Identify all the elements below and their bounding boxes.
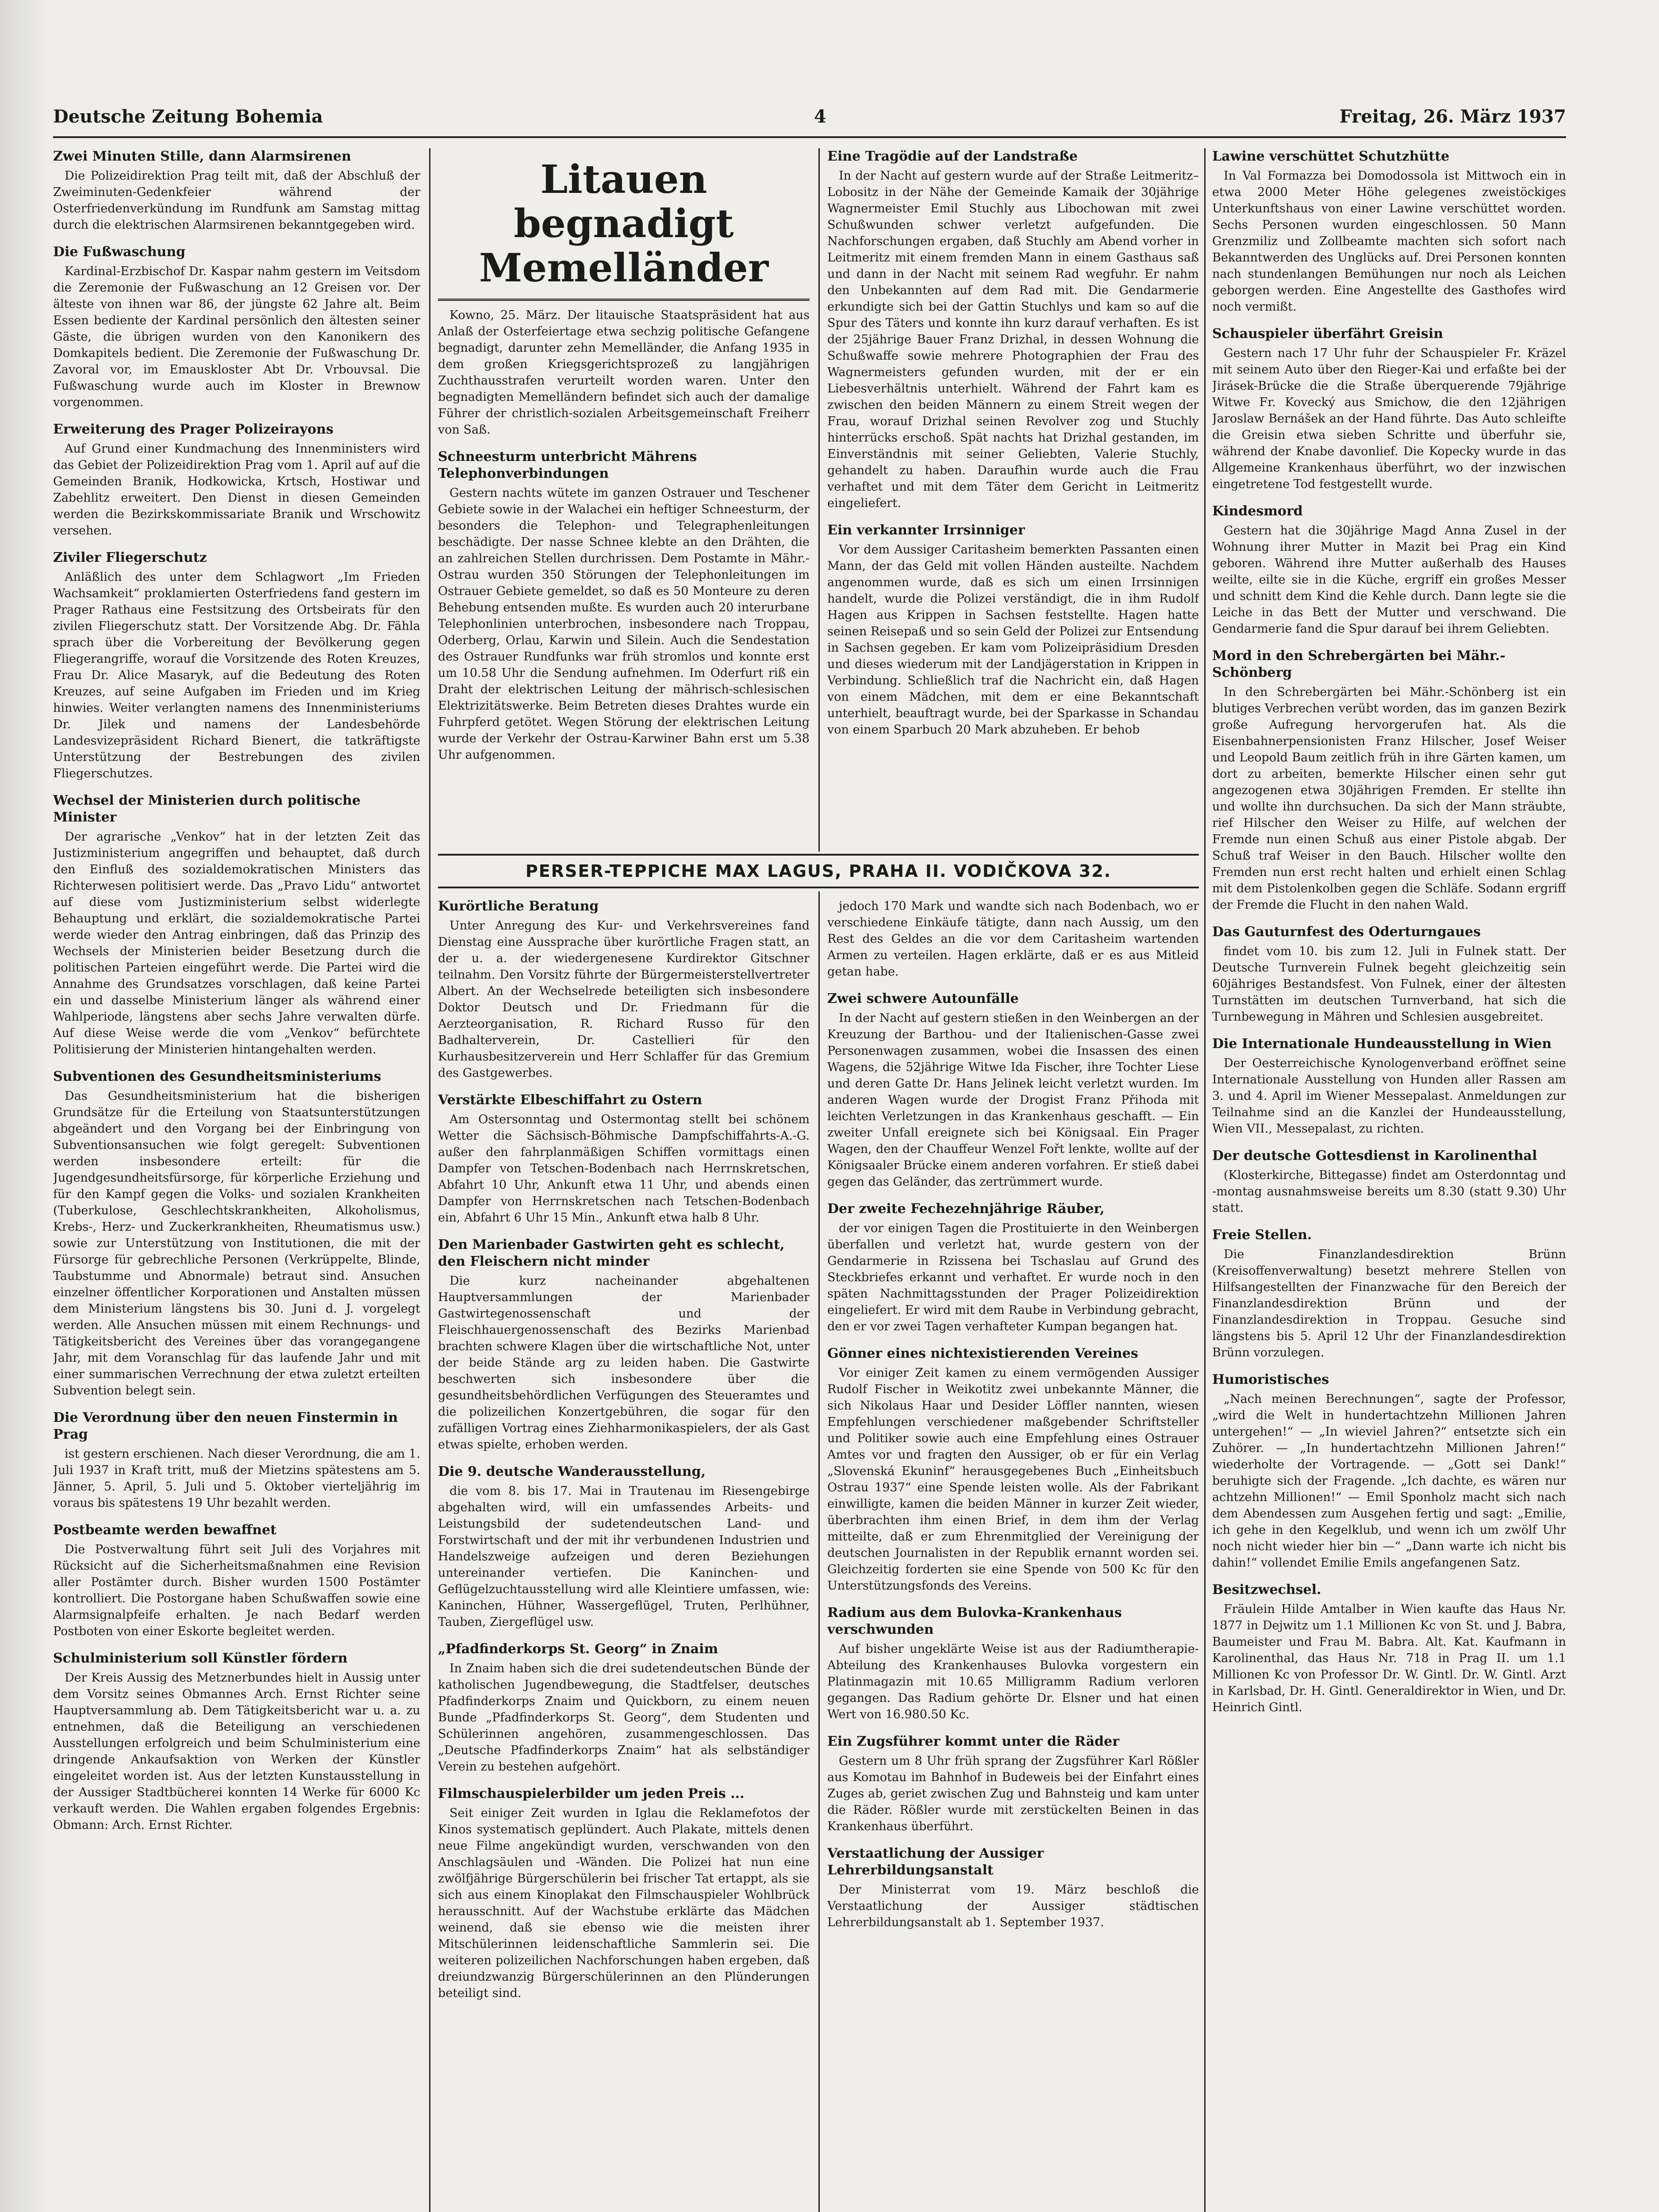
article-body: Der Kreis Aussig des Metznerbundes hielt in Aussig unter dem Vorsitz seines Obmannes Arch. Ernst Richter seine Hauptversammlung ab. Dem Tätigkeitsbericht war u. a. zu entnehmen, daß die Beteiligung an verschiedenen Ausstellungen erfolgreich und beim Schulministerium eine dringende Ankaufsaktion von Werken der Künstler eingeleitet worden ist. Aus der letzten Kunstausstellung in der Aussiger Stadtbücherei konnten 14 Werke für 6000 Kc verkauft werden. Die Wahlen ergaben folgendes Ergebnis: Obmann: Arch. Ernst Richter. bbox=[53, 1671, 420, 1832]
article-headline: Gönner eines nichtexistierenden Vereines bbox=[827, 1346, 1138, 1361]
lead-headline-line-2: Memelländer bbox=[479, 245, 769, 291]
article-body: Der agrarische „Venkov“ hat in der letzten Zeit das Justizministerium angegriffen und behauptet, daß durch den Einfluß des sozialdemokratischen Ministers das Richterwesen politisiert werde. Das „Pravo Lidu“ antwortet auf diese vom Justizministerium selbst widerlegte Behauptung und erklärt, die sozialdemokratische Partei werde wieder den Antrag einbringen, daß das Prinzip des Wechsels der Ministerien beider Besetzung durch die politischen Parteien eingeführt werde. Die Partei wird die Annahme des Grundsatzes vorschlagen, daß keine Partei ein und dasselbe Ministerium länger als während einer Wahlperiode, längstens aber sechs Jahre verwalten dürfe. Auf diese Weise werde die vom „Venkov“ befürchtete Politisierung der Ministerien hintangehalten werden. bbox=[53, 830, 420, 1056]
article-body: Gestern um 8 Uhr früh sprang der Zugsführer Karl Rößler aus Komotau im Bahnhof in Budeweis bei der Einfahrt eines Zuges ab, geriet zwischen Zug und Bahnsteig und kam unter die Räder. Rößler wurde mit zerstückelten Beinen in das Krankenhaus überführt. bbox=[827, 1754, 1199, 1833]
carpet-advertisement: PERSER-TEPPICHE MAX LAGUS, PRAHA II. VODIČKOVA 32. bbox=[438, 854, 1199, 888]
article bbox=[827, 1345, 1199, 1594]
article bbox=[827, 1201, 1199, 1335]
article bbox=[53, 421, 420, 539]
article-body: In den Schrebergärten bei Mähr.-Schönberg ist ein blutiges Verbrechen verübt worden, das im ganzen Bezirk große Aufregung hervorgerufen hat. Als die Eisenbahnerpensionisten Franz Hilscher, Josef Weiser und Leopold Baum zeitlich früh in ihre Gärten kamen, um dort zu arbeiten, bemerkte Hilscher einen sehr gut angezogenen etwa 30jährigen Fremden. Er stellte ihn und wollte ihn durchsuchen. Da sich der Mann sträubte, rief Hilscher den Weiser zu Hilfe, auf welchen der Fremde nun einen Schuß aus einer Pistole abgab. Der Schuß traf Weiser in den Bauch. Hilscher wollte den Fremden nun erst recht halten und erhielt einen Schlag mit dem Pistolenkolben gegen die Schläfe. Sodann ergriff der Fremde die Flucht in den nahen Wald. bbox=[1212, 685, 1566, 912]
article bbox=[827, 1845, 1199, 1931]
column-2-top bbox=[438, 148, 810, 847]
article-body: Auf bisher ungeklärte Weise ist aus der Radiumtherapie-Abteilung des Krankenhauses Bulovka vorgestern ein Platinmagazin mit 10.65 Milligramm Radium verloren gegangen. Das Radium gehörte Dr. Elsner und hat einen Wert von 16.980.50 Kc. bbox=[827, 1642, 1199, 1721]
article-headline: Radium aus dem Bulovka-Krankenhaus verschwunden bbox=[827, 1605, 1122, 1637]
lead-headline bbox=[438, 148, 810, 301]
article-headline: Schneesturm unterbricht Mährens Telephonverbindungen bbox=[438, 449, 697, 481]
article bbox=[53, 1068, 420, 1399]
article-body: findet vom 10. bis zum 12. Juli in Fulnek statt. Der Deutsche Turnverein Fulnek begeht gleichzeitig sein 60jähriges Bestandsfest. Von Fulnek, einer der ältesten Turnstätten im deutschen Turnverband, hat sich die Turnbewegung in Mähren und Schlesien ausgebreitet. bbox=[1212, 945, 1566, 1024]
column-3-bottom bbox=[827, 898, 1199, 2212]
article-headline: Besitzwechsel. bbox=[1212, 1582, 1321, 1598]
article bbox=[1212, 503, 1566, 637]
article bbox=[438, 1463, 810, 1630]
article-headline: Kurörtliche Beratung bbox=[438, 899, 599, 914]
article bbox=[53, 244, 420, 411]
article bbox=[1212, 1148, 1566, 1216]
column-3-top bbox=[827, 148, 1199, 847]
article bbox=[438, 1237, 810, 1453]
article-body: ist gestern erschienen. Nach dieser Verordnung, die am 1. Juli 1937 in Kraft tritt, muß der Mietzins spätestens am 5. Jänner, 5. April, 5. Juli und 5. Oktober vierteljährig im voraus bis spätestens 19 Uhr bezahlt werden. bbox=[53, 1447, 420, 1510]
article bbox=[53, 148, 420, 233]
article bbox=[827, 1605, 1199, 1723]
article bbox=[1212, 1036, 1566, 1137]
article-body: In der Nacht auf gestern wurde auf der Straße Leitmeritz–Lobositz in der Nähe der Gemeinde Kamaik der 30jährige Wagnermeister Emil Stuchly aus Libochowan mit zwei Schußwunden schwer verletzt aufgefunden. Die Nachforschungen ergaben, daß Stuchly am Abend vorher in Leitmeritz mit einem fremden Mann in einem Gasthaus saß und dann in der Nacht mit seinem Rad wegfuhr. Er nahm den Unbekannten auf dem Rad mit. Die Gendarmerie erkundigte sich bei der Gattin Stuchlys und kam so auf die Spur des Täters und konnte ihn kurz darauf verhaften. Es ist der 25jährige Bauer Franz Drizhal, in dessen Wohnung die Schußwaffe sowie mehrere Photographien der Frau des Wagnermeisters gefunden wurden, mit der er ein Liebesverhältnis unterhielt. Während der Fahrt kam es zwischen den beiden Männern zu einem Streit wegen der Frau, worauf Drizhal seinen Revolver zog und Stuchly hinterrücks erschoß. Spät nachts hat Drizhal gestanden, im Einverständnis mit seiner Geliebten, Valerie Stuchly, gehandelt zu haben. Daraufhin wurde auch die Frau verhaftet und mit dem Täter dem Gericht in Leitmeritz eingeliefert. bbox=[827, 169, 1199, 510]
article-headline: Schulministerium soll Künstler fördern bbox=[53, 1651, 348, 1666]
article-headline: Erweiterung des Prager Polizeirayons bbox=[53, 422, 334, 437]
article-headline: Verstaatlichung der Aussiger Lehrerbildungsanstalt bbox=[827, 1846, 1044, 1878]
article-headline: Die Internationale Hundeausstellung in Wien bbox=[1212, 1036, 1552, 1052]
article-body: Die Finanzlandesdirektion Brünn (Kreisoffenverwaltung) besetzt mehrere Stellen von Hilfsangestellten der Finanzwache für den Bereich der Finanzlandesdirektion Brünn und der Finanzlandesdirektion in Troppau. Gesuche sind längstens bis 5. April 12 Uhr der Finanzlandesdirektion Brünn vorzulegen. bbox=[1212, 1248, 1566, 1359]
article-body: In Znaim haben sich die drei sudetendeutschen Bünde der katholischen Jugendbewegung, die Stadtfelser, deutsches Pfadfinderkorps Znaim und Quickborn, zu einem neuen Bunde „Pfadfinderkorps St. Georg“, dem Studenten und Schülerinnen angehören, zusammengeschlossen. Das „Deutsche Pfadfinderkorps Znaim“ hat als selbständiger Verein zu bestehen aufgehört. bbox=[438, 1662, 810, 1774]
article bbox=[827, 1733, 1199, 1835]
article bbox=[53, 1409, 420, 1511]
article bbox=[827, 991, 1199, 1190]
article bbox=[1212, 148, 1566, 315]
article bbox=[438, 1092, 810, 1226]
article bbox=[827, 522, 1199, 738]
article-body: Die Polizeidirektion Prag teilt mit, daß der Abschluß der Zweiminuten-Gedenkfeier während der Osterfriedenverkündung im Rundfunk am Samstag mittag durch die elektrischen Alarmsirenen bekanntgegeben wird. bbox=[53, 169, 420, 232]
article bbox=[827, 148, 1199, 511]
article-body: Vor einiger Zeit kamen zu einem vermögenden Aussiger Rudolf Fischer in Weikotitz zwei unbekannte Männer, die sich Nikolaus Haar und Desider Löffler nannten, wiesen Empfehlungen verschiedener maßgebender Schriftsteller und Politiker sowie auch eine Empfehlung eines Ostrauer Amtes vor und fragten den Aussiger, ob er für ein Verlag „Slovenská Ekuninf“ herausgegebenes Buch „Einheitsbuch Ostrau 1937“ eine Spende leisten wolle. Als der Fabrikant einwilligte, kamen die beiden Männer in kurzer Zeit wieder, überbrachten ihm einen Brief, in dem ihm der Verlag mitteilte, daß er zum Ehrenmitglied der Vereinigung der deutschen Journalisten in der Republik ernannt worden sei. Gleichzeitig forderten sie eine Spende von 500 Kc für den Unterstützungsfonds des Vereins. bbox=[827, 1366, 1199, 1593]
article-body: Vor dem Aussiger Caritasheim bemerkten Passanten einen Mann, der das Geld mit vollen Händen austeilte. Nachdem angenommen wurde, daß es sich um einen Irrsinnigen handelt, wurde die Polizei verständigt, die in ihm Rudolf Hagen aus Krippen in Sachsen feststellte. Hagen hatte seinen Reisepaß und so sein Geld der Polizei zur Entsendung in Sachsen gegeben. Er kam vom Polizeipräsidium Dresden und dieses wiederum mit der Landjägerstation in Krippen in Verbindung. Schließlich traf die Nachricht ein, daß Hagen von einem Mädchen, mit dem er eine Bekanntschaft unterhielt, beauftragt wurde, bei der Sparkasse in Schandau von einem Sparbuch 20 Mark abzuheben. Er behob bbox=[827, 543, 1199, 737]
article-headline: Lawine verschüttet Schutzhütte bbox=[1212, 149, 1450, 164]
article-headline: Den Marienbader Gastwirten geht es schlecht, den Fleischern nicht minder bbox=[438, 1237, 785, 1269]
article bbox=[827, 898, 1199, 980]
article bbox=[438, 898, 810, 1081]
article-headline: Humoristisches bbox=[1212, 1372, 1329, 1387]
article-body: Gestern nachts wütete im ganzen Ostrauer und Teschener Gebiete sowie in der Walachei ein heftiger Schneesturm, der besonders die Telephon- und Telegraphenleitungen beschädigte. Der nasse Schnee klebte an den Drähten, die an zahlreichen Stellen durchrissen. Dem Postamte in Mähr.-Ostrau wurden 350 Störungen der Telephonleitungen im Ostrauer Gebiete gemeldet, so daß es 50 Monteure zu deren Behebung entsenden mußte. Es wurden auch 20 interurbane Telephonlinien unterbrochen, insbesondere nach Troppau, Oderberg, Orlau, Karwin und Silein. Auch die Sendestation des Ostrauer Rundfunks war früh stromlos und konnte erst um 10.58 Uhr die Sendung aufnehmen. Im Oderfurt riß ein Draht der elektrischen Leitung der mährisch-schlesischen Elektrizitätswerke. Beim Betreten dieses Drahtes wurde ein Fuhrpferd getötet. Wegen Störung der elektrischen Leitung wurde der Verkehr der Ostrau-Karwiner Bahn erst um 5.38 Uhr aufgenommen. bbox=[438, 486, 810, 762]
article-headline: Postbeamte werden bewaffnet bbox=[53, 1522, 276, 1538]
page-number: 4 bbox=[814, 106, 826, 127]
article-body: Die kurz nacheinander abgehaltenen Hauptversammlungen der Marienbader Gastwirtegenossenschaft und der Fleischhauergenossenschaft des Bezirks Marienbad brachten schwere Klagen über die wirtschaftliche Not, unter der beide Stände arg zu leiden haben. Die Gastwirte beschwerten sich insbesondere über die gesundheitsbehördlichen Verfügungen des Steueramtes und die polizeilichen Konzertgebühren, die sogar für den zufälligen Vortrag eines Ziehharmonikaspielers, der als Gast etwas spielte, erhoben werden. bbox=[438, 1274, 810, 1452]
article-headline: Die Verordnung über den neuen Finstermin in Prag bbox=[53, 1410, 398, 1442]
article-headline: Zwei schwere Autounfälle bbox=[827, 991, 1019, 1006]
article bbox=[438, 1786, 810, 2001]
article-headline: Schauspieler überfährt Greisin bbox=[1212, 326, 1444, 342]
article-body: (Klosterkirche, Bittegasse) findet am Osterdonntag und -montag ausnahmsweise bereits um 8.30 (statt 9.30) Uhr statt. bbox=[1212, 1168, 1566, 1215]
article bbox=[1212, 1371, 1566, 1571]
article-headline: Filmschauspielerbilder um jeden Preis ... bbox=[438, 1786, 745, 1801]
article-headline: Ein verkannter Irrsinniger bbox=[827, 522, 1025, 538]
column-1 bbox=[53, 148, 420, 2212]
article-headline: Freie Stellen. bbox=[1212, 1227, 1312, 1243]
article-body: jedoch 170 Mark und wandte sich nach Bodenbach, wo er verschiedene Einkäufe tätigte, dann nach Aussig, um den Rest des Geldes an die vor dem Caritasheim wartenden Armen zu verteilen. Hagen erklärte, daß er es aus Mitleid getan habe. bbox=[827, 899, 1199, 979]
article-headline: Die Fußwaschung bbox=[53, 244, 186, 260]
article bbox=[53, 1522, 420, 1640]
page-header bbox=[53, 106, 1566, 137]
article-body: „Nach meinen Berechnungen“, sagte der Professor, „wird die Welt in hundertachtzehn Millionen Jahren untergehen!“ — „In wieviel Jahren?“ entsetzte sich ein Zuhörer. — „In hundertachtzehn Millionen Jahren!“ wiederholte der Vortragende. — „Gott sei Dank!“ beruhigte sich der Fragende. „Ich dachte, es wären nur achtzehn Millionen!“ — Emil Sponholz macht sich nach dem Abendessen zum Ausgehen fertig und sagt: „Emilie, ich gehe in den Kegelklub, und wenn ich um zwölf Uhr noch nicht wieder hier bin —“ „Dann warte ich nicht bis dahin!“ vollendet Emilie Emils angefangenen Satz. bbox=[1212, 1392, 1566, 1570]
article-body: Das Gesundheitsministerium hat die bisherigen Grundsätze für die Erteilung von Staatsunterstützungen abgeändert und den Vorgang bei der Einbringung von Subventionsansuchen wie folgt geregelt: Subventionen werden insbesondere erteilt: für die Jugendgesundheitsfürsorge, für körperliche Erziehung und für den Kampf gegen die Volks- und sozialen Krankheiten (Tuberkulose, Geschlechtskrankheiten, Alkoholismus, Krebs-, Herz- und Zuckerkrankheiten, Rheumatismus usw.) sowie zur Unterstützung von Institutionen, die mit der Fürsorge für gebrechliche Personen (Verkrüppelte, Blinde, Taubstumme und Abnormale) betraut sind. Ansuchen einzelner öffentlicher Korporationen und Anstalten müssen dem Ministerium längstens bis 30. Juni d. J. vorgelegt werden. Alle Ansuchen müssen mit einem Rechnungs- und Tätigkeitsbericht des Vereines über das vorangegangene Jahr, mit dem Voranschlag für das laufende Jahr und mit einer summarischen Verrechnung der etwa zuletzt erteilten Subvention belegt sein. bbox=[53, 1089, 420, 1398]
column-2-bottom bbox=[438, 898, 810, 2212]
article-headline: Verstärkte Elbeschiffahrt zu Ostern bbox=[438, 1092, 703, 1108]
article bbox=[1212, 326, 1566, 492]
issue-date: Freitag, 26. März 1937 bbox=[1339, 106, 1566, 127]
article-body: Die Postverwaltung führt seit Juli des Vorjahres mit Rücksicht auf die Sicherheitsmaßnahmen eine Revision aller Postämter durch. Bisher wurden 1500 Postämter kontrolliert. Die Postorgane haben Schußwaffen sowie eine Alarmsignalpfeife erhalten. Je nach Bedarf werden Postboten von einer Eskorte begleitet werden. bbox=[53, 1543, 420, 1638]
article-body: In der Nacht auf gestern stießen in den Weinbergen an der Kreuzung der Barthou- und der Italienischen-Gasse zwei Personenwagen zusammen, wobei die Insassen des einen Wagens, die 52jährige Witwe Ida Fischer, ihre Tochter Liese und deren Gatte Dr. Hans Jelinek leicht verletzt wurden. Im anderen Wagen wurde der Drogist Franz Přihoda mit leichten Verletzungen in das Krankenhaus geschafft. — Ein zweiter Unfall ereignete sich bei Königsaal. Ein Prager Wagen, den der Chauffeur Wenzel Fořt lenkte, wollte auf der Königsaaler Brücke einem anderen vorfahren. Er stieß dabei gegen das Geländer, das zertrümmert wurde. bbox=[827, 1011, 1199, 1189]
article-headline: Kindesmord bbox=[1212, 503, 1303, 519]
newspaper-title: Deutsche Zeitung Bohemia bbox=[53, 106, 323, 127]
article bbox=[53, 792, 420, 1058]
column-4 bbox=[1212, 148, 1566, 2212]
article-headline: Zwei Minuten Stille, dann Alarmsirenen bbox=[53, 149, 351, 164]
article bbox=[1212, 1582, 1566, 1716]
article-headline: Die 9. deutsche Wanderausstellung, bbox=[438, 1464, 706, 1479]
article-body: Fräulein Hilde Amtalber in Wien kaufte das Haus Nr. 1877 in Dejwitz um 1.1 Millionen Kc von St. und J. Babra, Baumeister und Frau M. Babra. Alt. Kat. Kaufmann in Karolinenthal, das Haus Nr. 718 in Prag II. um 1.1 Millionen Kc von Professor Dr. W. Gintl. Dr. W. Gintl. Arzt in Karlsbad, Dr. H. Gintl. Generaldirektor in Wien, und Dr. Heinrich Gintl. bbox=[1212, 1602, 1566, 1714]
article-body: Gestern nach 17 Uhr fuhr der Schauspieler Fr. Kräzel mit seinem Auto über den Rieger-Kai und erfaßte bei der Jirásek-Brücke die die Straße überquerende 79jährige Witwe Fr. Kovecký aus Smichow, die den 12jährigen Jaroslaw Bernášek an der Hand führte. Das Auto schleifte die Greisin etwa sieben Schritte und überfuhr sie, während der Knabe davonlief. Die Kopecky wurde in das Allgemeine Krankenhaus überführt, wo der inzwischen eingetretene Tod festgestellt wurde. bbox=[1212, 346, 1566, 491]
article-headline: Der zweite Fechezehnjährige Räuber, bbox=[827, 1201, 1105, 1217]
article-body: der vor einigen Tagen die Prostituierte in den Weinbergen überfallen und verletzt hat, wurde gestern von der Gendarmerie in Rzissena bei Tschaslau auf Grund des Steckbriefes erkannt und verhaftet. Er wurde noch in den späten Nachmittagsstunden der Prager Polizeidirektion eingeliefert. Er wird mit dem Raube in Verbindung gebracht, den er vor zwei Tagen verhafteter Kumpan begangen hat. bbox=[827, 1221, 1199, 1333]
article-body: Kardinal-Erzbischof Dr. Kaspar nahm gestern im Veitsdom die Zeremonie der Fußwaschung an 12 Greisen vor. Der älteste von ihnen war 86, der jüngste 62 Jahre alt. Beim Essen bediente der Kardinal persönlich den ältesten seiner Gäste, die übrigen wurden von den Kanonikern des Domkapitels bedient. Die Zeremonie der Fußwaschung Dr. Zavoral vor, im Emauskloster Abt Dr. Vrbouvsal. Die Fußwaschung wurde auch im Kloster in Brewnow vorgenommen. bbox=[53, 265, 420, 409]
article-body: Seit einiger Zeit wurden in Iglau die Reklamefotos der Kinos systematisch geplündert. Auch Plakate, mittels denen neue Filme angekündigt wurden, verschwanden von den Anschlagsäulen und -Wänden. Die Polizei hat nun eine zwölfjährige Bürgerschülerin bei frischer Tat ertappt, als sie sich aus einem Kinoplakat den Filmschauspieler Wohlbrück herausschnitt. Auf der Wachstube erklärte das Mädchen weinend, daß sie ebenso wie die meisten ihrer Mitschülerinnen leidenschaftliche Sammlerin sei. Die weiteren polizeilichen Nachforschungen haben ergeben, daß dreiundzwanzig Bürgerschülerinnen an den Plünderungen beteiligt sind. bbox=[438, 1806, 810, 2000]
article-body: Gestern hat die 30jährige Magd Anna Zusel in der Wohnung ihrer Mutter in Mazit bei Prag ein Kind geboren. Während ihre Mutter außerhalb des Hauses weilte, eilte sie in die Küche, ergriff ein großes Messer und schnitt dem Kind die Kehle durch. Dann legte sie die Leiche in das Bett der Mutter und verschwand. Die Gendarmerie fand die Spur darauf bei ihrem Geliebten. bbox=[1212, 524, 1566, 636]
article-body: Der Oesterreichische Kynologenverband eröffnet seine Internationale Ausstellung von Hunden aller Rassen am 3. und 4. April im Wiener Messepalast. Anmeldungen zur Teilnahme sind an die Kanzlei der Hundeausstellung, Wien VII., Messepalast, zu richten. bbox=[1212, 1056, 1566, 1136]
column-divider-2b bbox=[818, 891, 820, 2212]
article-body: Am Ostersonntag und Ostermontag stellt bei schönem Wetter die Sächsisch-Böhmische Dampfschiffahrts-A.-G. außer den fahrplanmäßigen Schiffen vormittags einen Dampfer von Tetschen-Bodenbach nach Herrnskretschen, Abfahrt 10 Uhr, Ankunft etwa 11 Uhr, und abends einen Dampfer von Herrnskretschen nach Tetschen-Bodenbach ein, Abfahrt 6 Uhr 15 Min., Ankunft etwa halb 8 Uhr. bbox=[438, 1113, 810, 1225]
article-body: die vom 8. bis 17. Mai in Trautenau im Riesengebirge abgehalten wird, will ein umfassendes Arbeits- und Leistungsbild der sudetendeutschen Land- und Forstwirtschaft und der mit ihr verbundenen Industrien und Handelszweige aufzeigen und deren Beziehungen untereinander vertiefen. Die Kaninchen- und Geflügelzuchtausstellung wird alle Kleintiere umfassen, wie: Kaninchen, Hühner, Wassergeflügel, Truten, Perlhühner, Tauben, Ziergeflügel usw. bbox=[438, 1484, 810, 1629]
article bbox=[438, 148, 810, 438]
article-headline: Wechsel der Ministerien durch politische Minister bbox=[53, 793, 361, 825]
article-body: Kowno, 25. März. Der litauische Staatspräsident hat aus Anlaß der Osterfeiertage etwa sechzig politische Gefangene begnadigt, darunter zehn Memelländer, die Anfang 1935 in dem großen Kriegsgerichtsprozeß zu langjährigen Zuchthausstrafen verurteilt worden waren. Unter den begnadigten Memelländern befindet sich auch der damalige Führer der christlich-sozialen Arbeitsgemeinschaft Freiherr von Saß. bbox=[438, 308, 810, 437]
column-divider-1 bbox=[429, 148, 430, 2212]
article-headline: „Pfadfinderkorps St. Georg“ in Znaim bbox=[438, 1641, 718, 1657]
scan-shadow bbox=[0, 0, 49, 2212]
article-body: In Val Formazza bei Domodossola ist Mittwoch ein in etwa 2000 Meter Höhe gelegenes zweistöckiges Unterkunftshaus von einer Lawine verschüttet worden. Sechs Personen wurden eingeschlossen. 50 Mann Grenzmiliz und Zollbeamte machten sich sofort nach Bekanntwerden des Unglücks auf. Drei Personen konnten nach stundenlangen Bemühungen nur noch als Leichen geborgen werden. Eine Angestellte des Gasthofes wird noch vermißt. bbox=[1212, 169, 1566, 314]
article-headline: Mord in den Schrebergärten bei Mähr.-Schönberg bbox=[1212, 648, 1505, 680]
article-headline: Ziviler Fliegerschutz bbox=[53, 550, 207, 565]
article bbox=[438, 449, 810, 763]
column-divider-2 bbox=[818, 148, 820, 852]
article-body: Auf Grund einer Kundmachung des Innenministers wird das Gebiet der Polizeidirektion Prag vom 1. April auf auf die Gemeinden Branik, Hodkowicka, Krtsch, Hostiwar und Zabehlitz erweitert. Den Dienst in diesen Gemeinden werden die Bezirkskommissariate Branik und Wrschowitz versehen. bbox=[53, 442, 420, 538]
header-rule bbox=[53, 136, 1566, 138]
article bbox=[1212, 924, 1566, 1025]
article-body: Der Ministerrat vom 19. März beschloß die Verstaatlichung der Aussiger städtischen Lehrerbildungsanstalt ab 1. September 1937. bbox=[827, 1883, 1199, 1929]
article bbox=[438, 1641, 810, 1775]
article-headline: Eine Tragödie auf der Landstraße bbox=[827, 149, 1078, 164]
article-headline: Das Gauturnfest des Oderturngaues bbox=[1212, 924, 1481, 940]
article-headline: Subventionen des Gesundheitsministeriums bbox=[53, 1069, 381, 1084]
article-body: Unter Anregung des Kur- und Verkehrsvereines fand Dienstag eine Aussprache über kurörtliche Fragen statt, an der u. a. der wiedergenesene Kurdirektor Gitschner teilnahm. Den Vorsitz führte der Bürgermeisterstellvertreter Albert. An der Wechselrede beteiligten sich insbesondere Doktor Deutsch und Dr. Friedmann für die Aerzteorganisation, R. Richard Russo für den Badhalterverein, Dr. Castellieri für den Kurhausbesitzerverein und Herr Schlaffer für das Gremium des Gastgewerbes. bbox=[438, 919, 810, 1080]
article bbox=[1212, 1227, 1566, 1361]
article bbox=[1212, 648, 1566, 913]
lead-headline-line-1: Litauen begnadigt bbox=[514, 156, 734, 246]
article-headline: Der deutsche Gottesdienst in Karolinenthal bbox=[1212, 1148, 1537, 1164]
article bbox=[53, 1650, 420, 1833]
article-body: Anläßlich des unter dem Schlagwort „Im Frieden Wachsamkeit“ proklamierten Osterfriedens fand gestern im Prager Rathaus eine Festsitzung des Ortsbeirats für den zivilen Fliegerschutz statt. Der Vorsitzende Abg. Dr. Fähla sprach über die Vorbereitung der Bevölkerung gegen Fliegerangriffe, worauf die Vorsitzende des Roten Kreuzes, Frau Dr. Alice Masaryk, auf die Bedeutung des Roten Kreuzes, auf seine Aufgaben im Frieden und im Krieg hinwies. Weiter verlangten namens des Innenministeriums Dr. Jilek und namens der Landesbehörde Landesvizepräsident Richard Bienert, die tatkräftigste Unterstützung der Bestrebungen des zivilen Fliegerschutzes. bbox=[53, 570, 420, 780]
article-headline: Ein Zugsführer kommt unter die Räder bbox=[827, 1734, 1119, 1749]
article bbox=[53, 549, 420, 782]
column-divider-3 bbox=[1204, 148, 1206, 2212]
